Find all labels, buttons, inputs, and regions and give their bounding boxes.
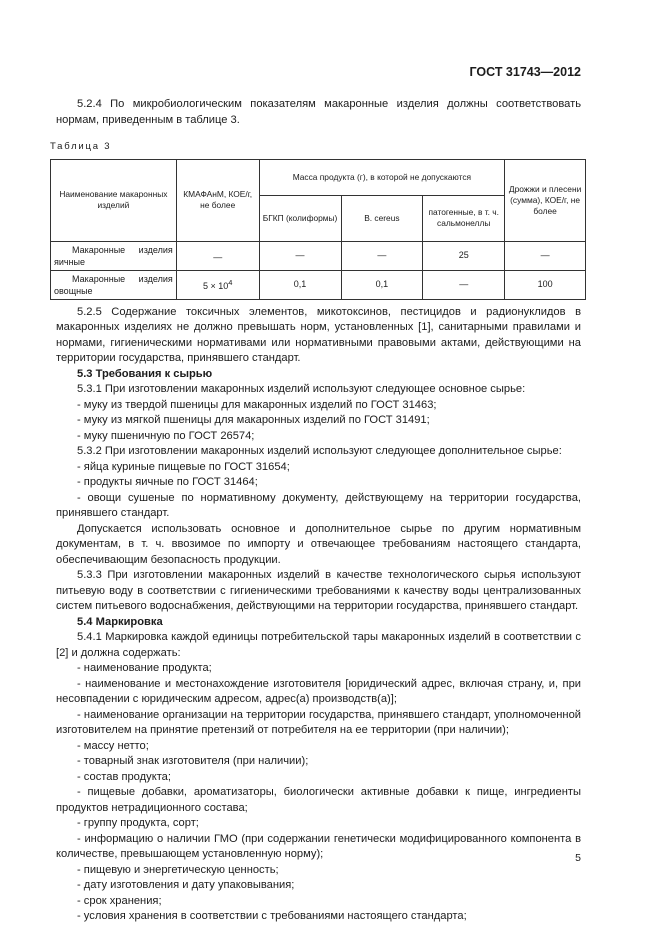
row-name: Макаронные изделия яичные [51, 241, 177, 270]
header-yeast: Дрожжи и плесени (сумма), КОЕ/г, не более [505, 159, 586, 241]
cell-yeast: — [505, 241, 586, 270]
list-item: - муку из твердой пшеницы для макаронных изделий по ГОСТ 31463; [77, 398, 437, 411]
cell-pathogenic: — [423, 270, 505, 299]
list-item: - наименование организации на территории государства, принявшего стандарт, уполномоченной изготовителем на принятие претензий от потребителя на ее территории (при наличии); [56, 708, 581, 736]
microbiology-table [50, 159, 586, 300]
list-item: - пищевые добавки, ароматизаторы, биологически активные добавки к пище, ингредиенты продуктов нетрадиционного состава; [56, 786, 581, 814]
paragraph-5-2-4: 5.2.4 По микробиологическим показателям макаронные изделия должны соответствовать нормам, приведенным в таблице 3. [56, 98, 581, 126]
table-label: Таблица 3 [50, 141, 112, 152]
header-pathogenic: патогенные, в т. ч. сальмонеллы [423, 195, 505, 241]
header-mass-group: Масса продукта (г), в которой не допускаются [259, 159, 505, 195]
cell-bgkp: 0,1 [259, 270, 341, 299]
page-number: 5 [575, 852, 581, 864]
paragraph-5-3-3: 5.3.3 При изготовлении макаронных изделий в качестве технологического сырья используют питьевую воду в соответствии с гигиеническими требованиями к качеству воды централизованных систем питьевого водоснабжения, действующими на территории государства, принявшего стандарт. [56, 569, 581, 612]
list-item: - состав продукта; [77, 770, 171, 783]
list-item: - муку пшеничную по ГОСТ 26574; [77, 429, 255, 442]
header-bcereus: B. cereus [341, 195, 423, 241]
cell-kmafanm: — [176, 241, 259, 270]
list-item: - продукты яичные по ГОСТ 31464; [77, 476, 258, 488]
list-item: - информацию о наличии ГМО (при содержании генетически модифицированного компонента в количестве, превышающем установленную норму); [56, 832, 581, 860]
cell-bcereus: 0,1 [341, 270, 423, 299]
cell-kmafanm: $5 \times 10^4$ [176, 270, 259, 299]
list-item: - пищевую и энергетическую ценность; [77, 863, 279, 876]
paragraph-5-2-5: 5.2.5 Содержание токсичных элементов, микотоксинов, пестицидов и радионуклидов в макаронных изделиях не должно превышать норм, установленных [1], санитарными правилами и нормами, гигиеническими нормативами или нормативными правовыми актами, действующими на территории государства, принявшего стандарт. [56, 305, 581, 364]
list-item: - условия хранения в соответствии с требованиями настоящего стандарта; [77, 910, 467, 922]
list-item: - дату изготовления и дату упаковывания; [77, 879, 295, 891]
paragraph-note: Допускается использовать основное и дополнительное сырье по другим нормативным документам, в т. ч. ввозимое по импорту и отвечающее требованиям настоящего стандарта, обеспечивающим безопасность продукции. [56, 522, 581, 566]
list-item: - товарный знак изготовителя (при наличии); [77, 755, 309, 767]
list-item: - яйца куриные пищевые по ГОСТ 31654; [77, 460, 290, 473]
cell-pathogenic: 25 [423, 241, 505, 270]
document-body [50, 97, 582, 925]
list-item: - массу нетто; [77, 739, 149, 752]
header-bgkp: БГКП (колиформы) [259, 195, 341, 241]
table-row [51, 270, 586, 299]
header-name: Наименование макаронных изделий [51, 159, 177, 241]
list-item: - срок хранения; [77, 894, 162, 907]
cell-yeast: 100 [505, 270, 586, 299]
heading-5-3: 5.3 Требования к сырью [77, 367, 213, 380]
document-code: ГОСТ 31743—2012 [469, 65, 581, 79]
header-kmafanm: КМАФАнМ, КОЕ/г, не более [176, 159, 259, 241]
cell-bgkp: — [259, 241, 341, 270]
heading-5-4: 5.4 Маркировка [77, 615, 163, 628]
list-item: - муку из мягкой пшеницы для макаронных изделий по ГОСТ 31491; [77, 414, 430, 426]
list-item: - наименование продукта; [77, 662, 212, 674]
list-item: - наименование и местонахождение изготовителя [юридический адрес, включая страну, и, при несовпадении с юридическим адресом, адрес(а) производств(а)]; [56, 677, 581, 705]
list-item: - овощи сушеные по нормативному документу, действующему на территории государства, принявшего стандарт. [56, 491, 581, 519]
paragraph-5-3-1: 5.3.1 При изготовлении макаронных изделий используют следующее основное сырье: [77, 383, 526, 395]
table-row [51, 241, 586, 270]
row-name: Макаронные изделия овощные [51, 270, 177, 299]
paragraph-5-4-1: 5.4.1 Маркировка каждой единицы потребительской тары макаронных изделий в соответствии с [2] и должна содержать: [56, 631, 581, 659]
paragraph-5-3-2: 5.3.2 При изготовлении макаронных изделий используют следующее дополнительное сырье: [77, 445, 562, 457]
cell-bcereus: — [341, 241, 423, 270]
list-item: - группу продукта, сорт; [77, 817, 199, 829]
